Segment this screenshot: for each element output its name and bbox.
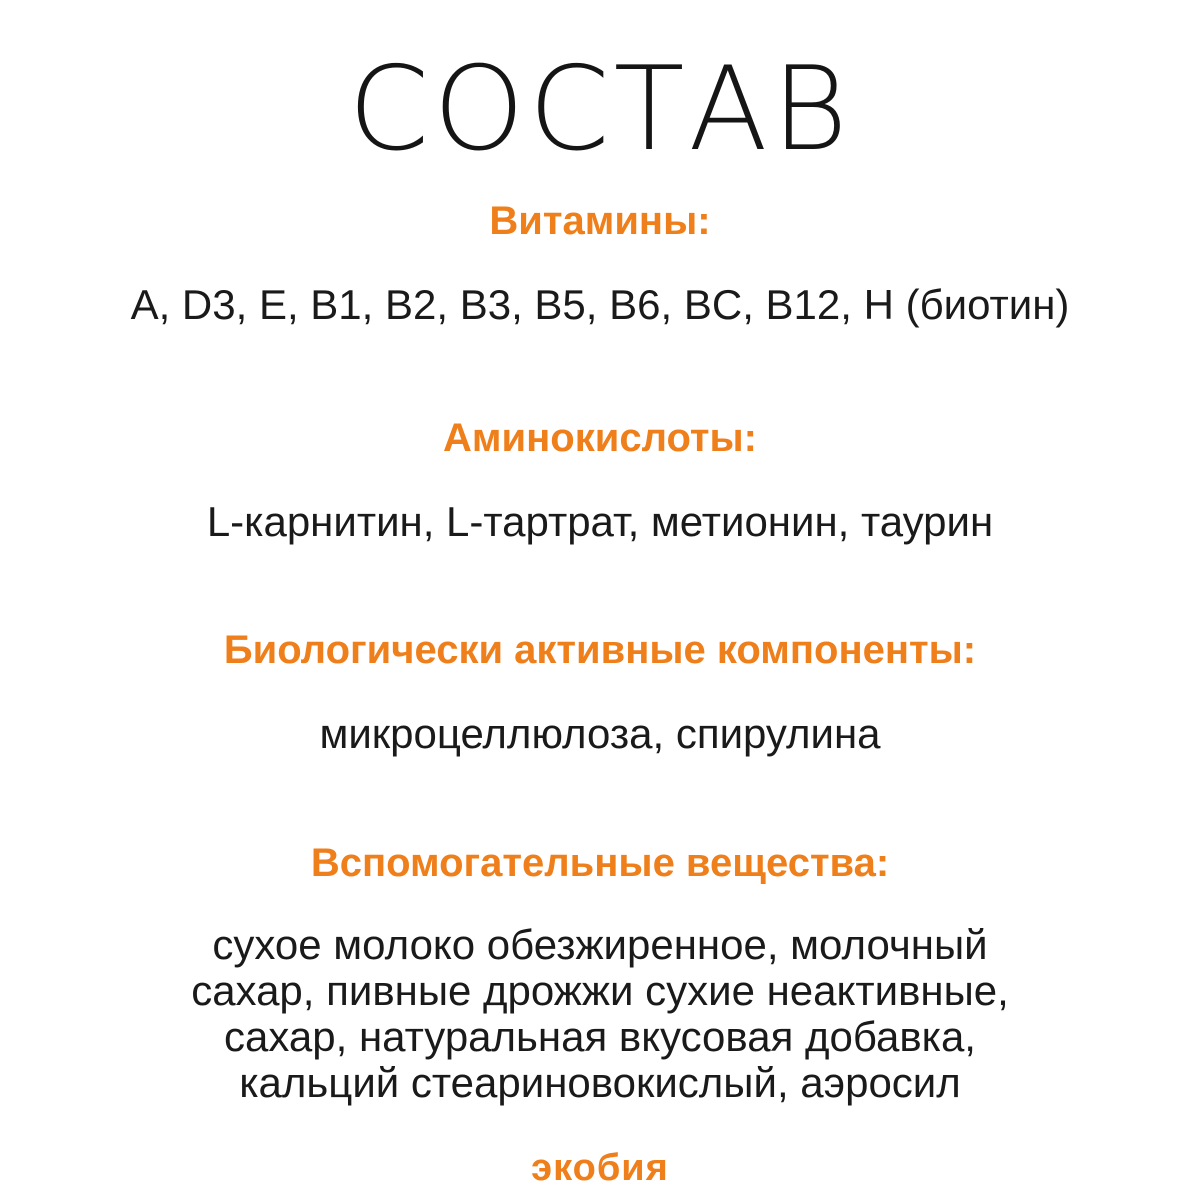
excipients-line: кальций стеариновокислый, аэросил bbox=[239, 1059, 961, 1106]
section-heading-excipients: Вспомогательные вещества: bbox=[310, 841, 890, 885]
section-text-excipients bbox=[0, 922, 1200, 1106]
brand-logo: экобия bbox=[531, 1147, 669, 1189]
section-heading-bioactive: Биологически активные компоненты: bbox=[223, 628, 977, 672]
section-heading-amino-acids: Аминокислоты: bbox=[443, 416, 757, 460]
section-text-amino-acids: L-карнитин, L-тартрат, метионин, таурин bbox=[206, 498, 994, 545]
section-text-bioactive: микроцеллюлоза, спирулина bbox=[319, 710, 881, 757]
page-title: СОСТАВ bbox=[348, 42, 852, 177]
excipients-line: сахар, пивные дрожжи сухие неактивные, bbox=[191, 967, 1009, 1014]
excipients-line: сухое молоко обезжиренное, молочный bbox=[212, 921, 988, 968]
section-text-vitamins: A, D3, E, B1, B2, B3, B5, B6, BC, B12, H (биотин) bbox=[130, 281, 1070, 328]
section-heading-vitamins: Витамины: bbox=[489, 199, 711, 243]
excipients-line: сахар, натуральная вкусовая добавка, bbox=[224, 1013, 976, 1060]
